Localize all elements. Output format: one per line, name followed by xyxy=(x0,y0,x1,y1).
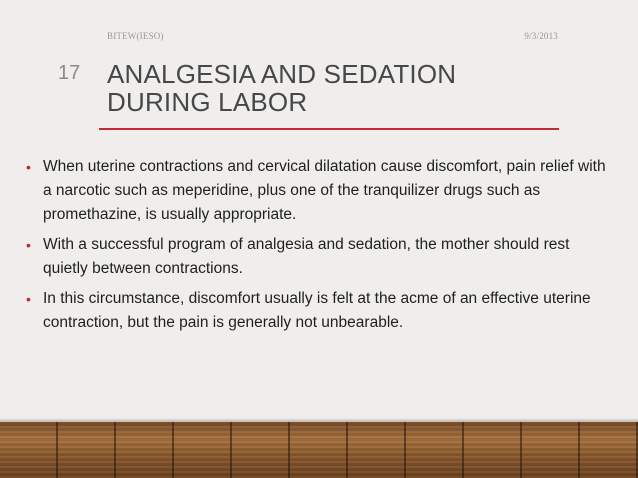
title-underline xyxy=(99,128,559,130)
wood-floor-decoration xyxy=(0,422,638,478)
bullet-list xyxy=(26,155,616,341)
slide-title-line-2: DURING LABOR xyxy=(107,87,308,117)
slide-title-line-1: ANALGESIA AND SEDATION xyxy=(107,59,457,89)
bullet-marker-icon: • xyxy=(26,159,31,175)
bullet-item xyxy=(26,287,616,335)
header-date: 9/3/2013 xyxy=(524,31,558,41)
bullet-marker-icon: • xyxy=(26,291,31,307)
bullet-text: In this circumstance, discomfort usually is felt at the acme of an effective uterine contraction, but the pain is generally not unbearable. xyxy=(43,290,591,331)
bullet-marker-icon: • xyxy=(26,237,31,253)
header-author: BITEW(IESO) xyxy=(107,31,164,41)
bullet-item xyxy=(26,233,616,281)
slide-number: 17 xyxy=(58,62,81,84)
bullet-item xyxy=(26,155,616,227)
bullet-text: When uterine contractions and cervical dilatation cause discomfort, pain relief with a narcotic such as meperidine, plus one of the tranquilizer drugs such as promethazine, is usually appropriate. xyxy=(43,158,606,223)
bullet-text: With a successful program of analgesia and sedation, the mother should rest quietly between contractions. xyxy=(43,236,570,277)
slide-title xyxy=(107,60,567,116)
